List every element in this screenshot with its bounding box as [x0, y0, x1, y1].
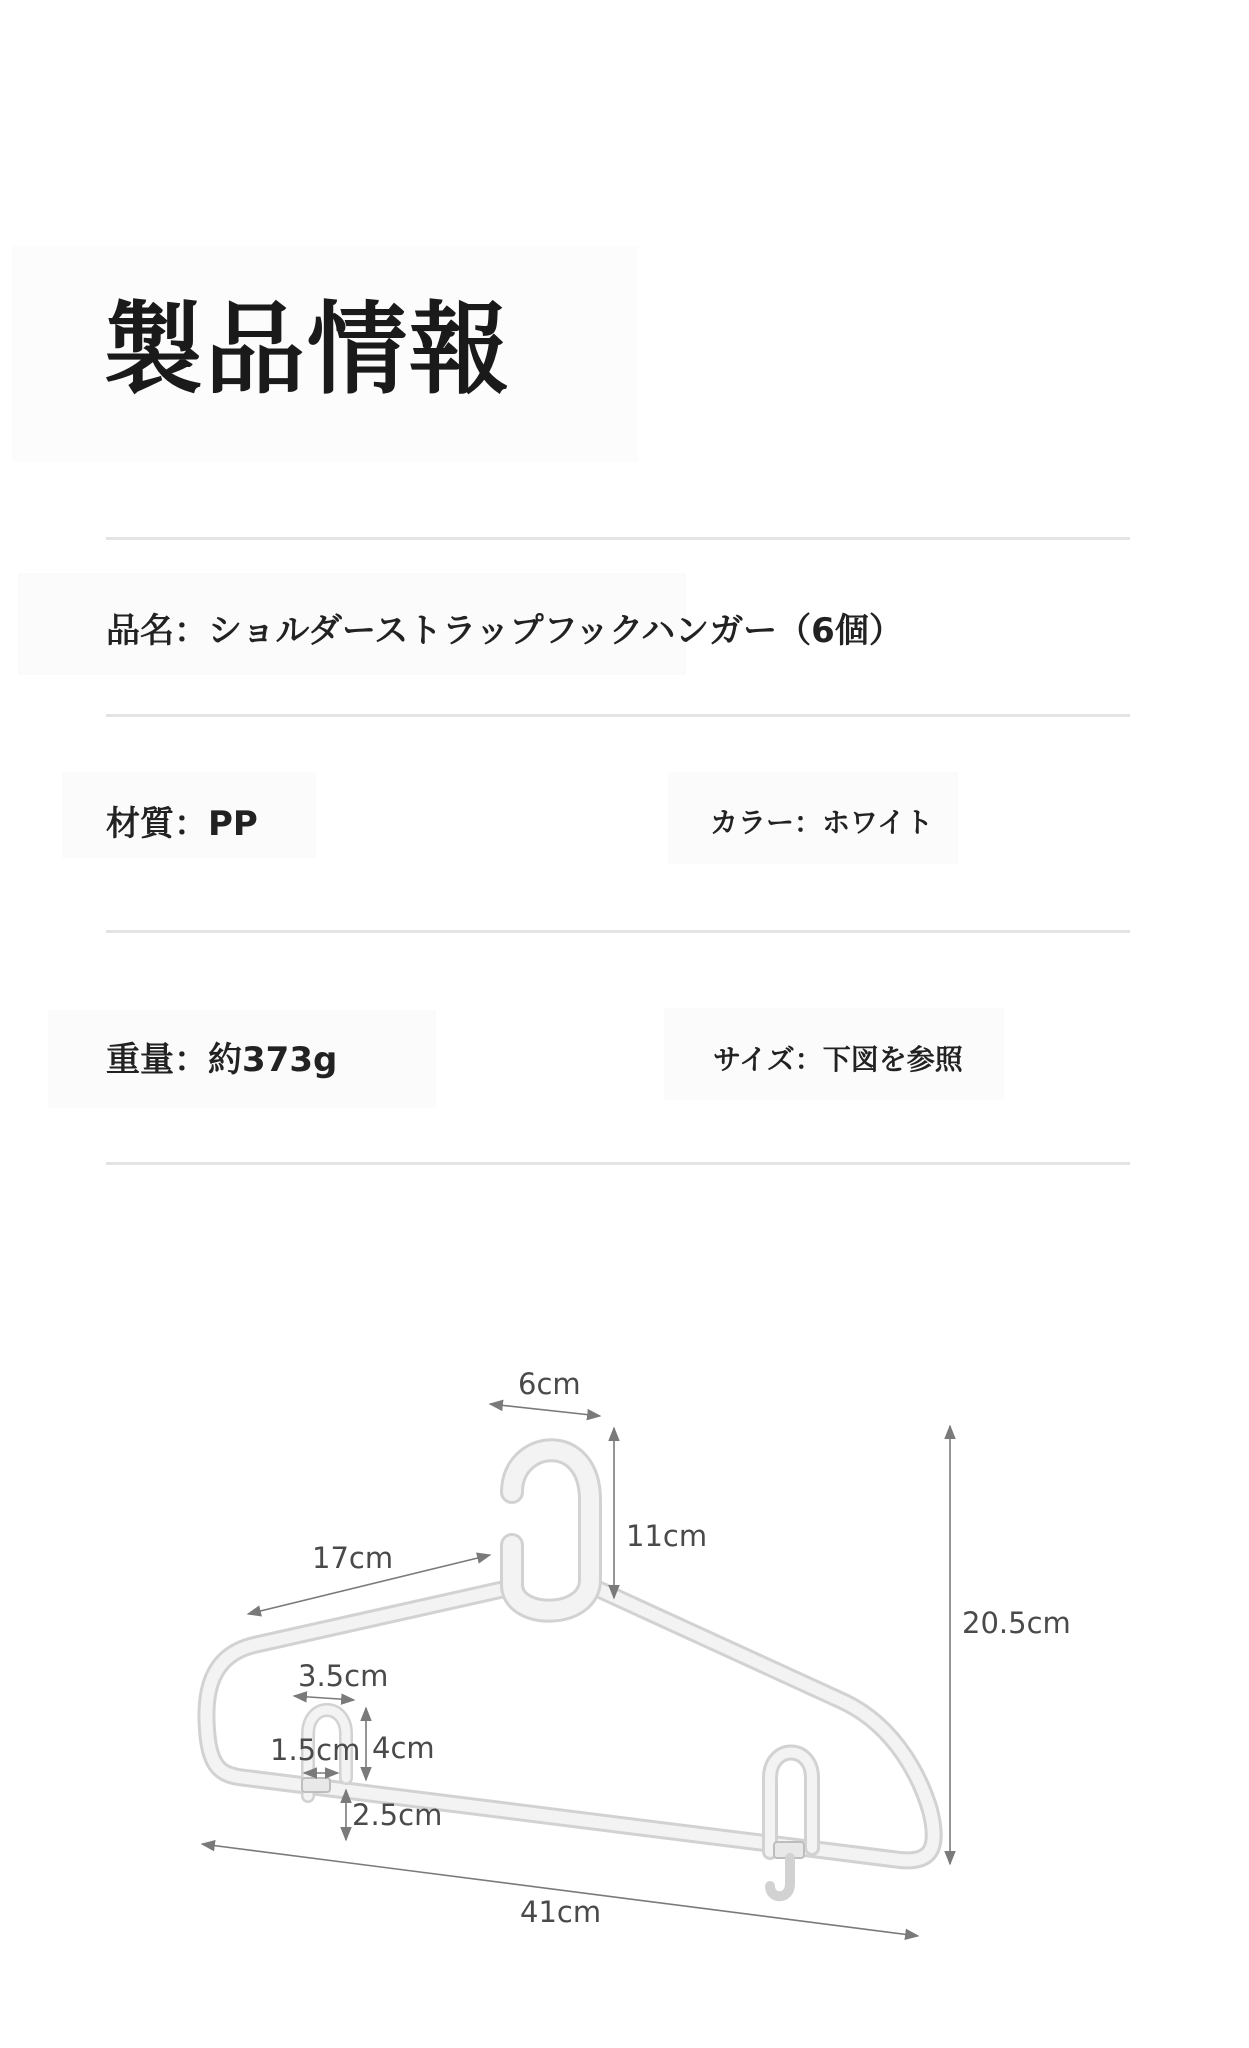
- dim-clip-bottom: 2.5cm: [352, 1798, 443, 1832]
- divider: [106, 714, 1130, 717]
- dim-hook-height: 11cm: [626, 1519, 708, 1553]
- product-name: 品名：ショルダーストラップフックハンガー（6個）: [106, 611, 903, 651]
- divider: [106, 930, 1130, 933]
- dim-total-width: 41cm: [520, 1895, 602, 1929]
- dim-shoulder: 17cm: [312, 1541, 394, 1575]
- dim-clip-gap: 1.5cm: [270, 1733, 361, 1767]
- color-field: カラー：ホワイト: [710, 806, 934, 839]
- material-field: 材質：PP: [106, 804, 258, 844]
- dim-clip-width: 3.5cm: [298, 1659, 389, 1693]
- divider: [106, 537, 1130, 540]
- hanger-size-diagram: [0, 1340, 1249, 1960]
- dim-hook-width: 6cm: [518, 1367, 581, 1401]
- size-field: サイズ：下図を参照: [713, 1043, 963, 1076]
- dim-total-height: 20.5cm: [962, 1606, 1071, 1640]
- divider: [106, 1162, 1130, 1165]
- dim-clip-height: 4cm: [372, 1731, 435, 1765]
- weight-field: 重量：約373g: [106, 1040, 338, 1080]
- page-title: 製品情報: [103, 291, 511, 408]
